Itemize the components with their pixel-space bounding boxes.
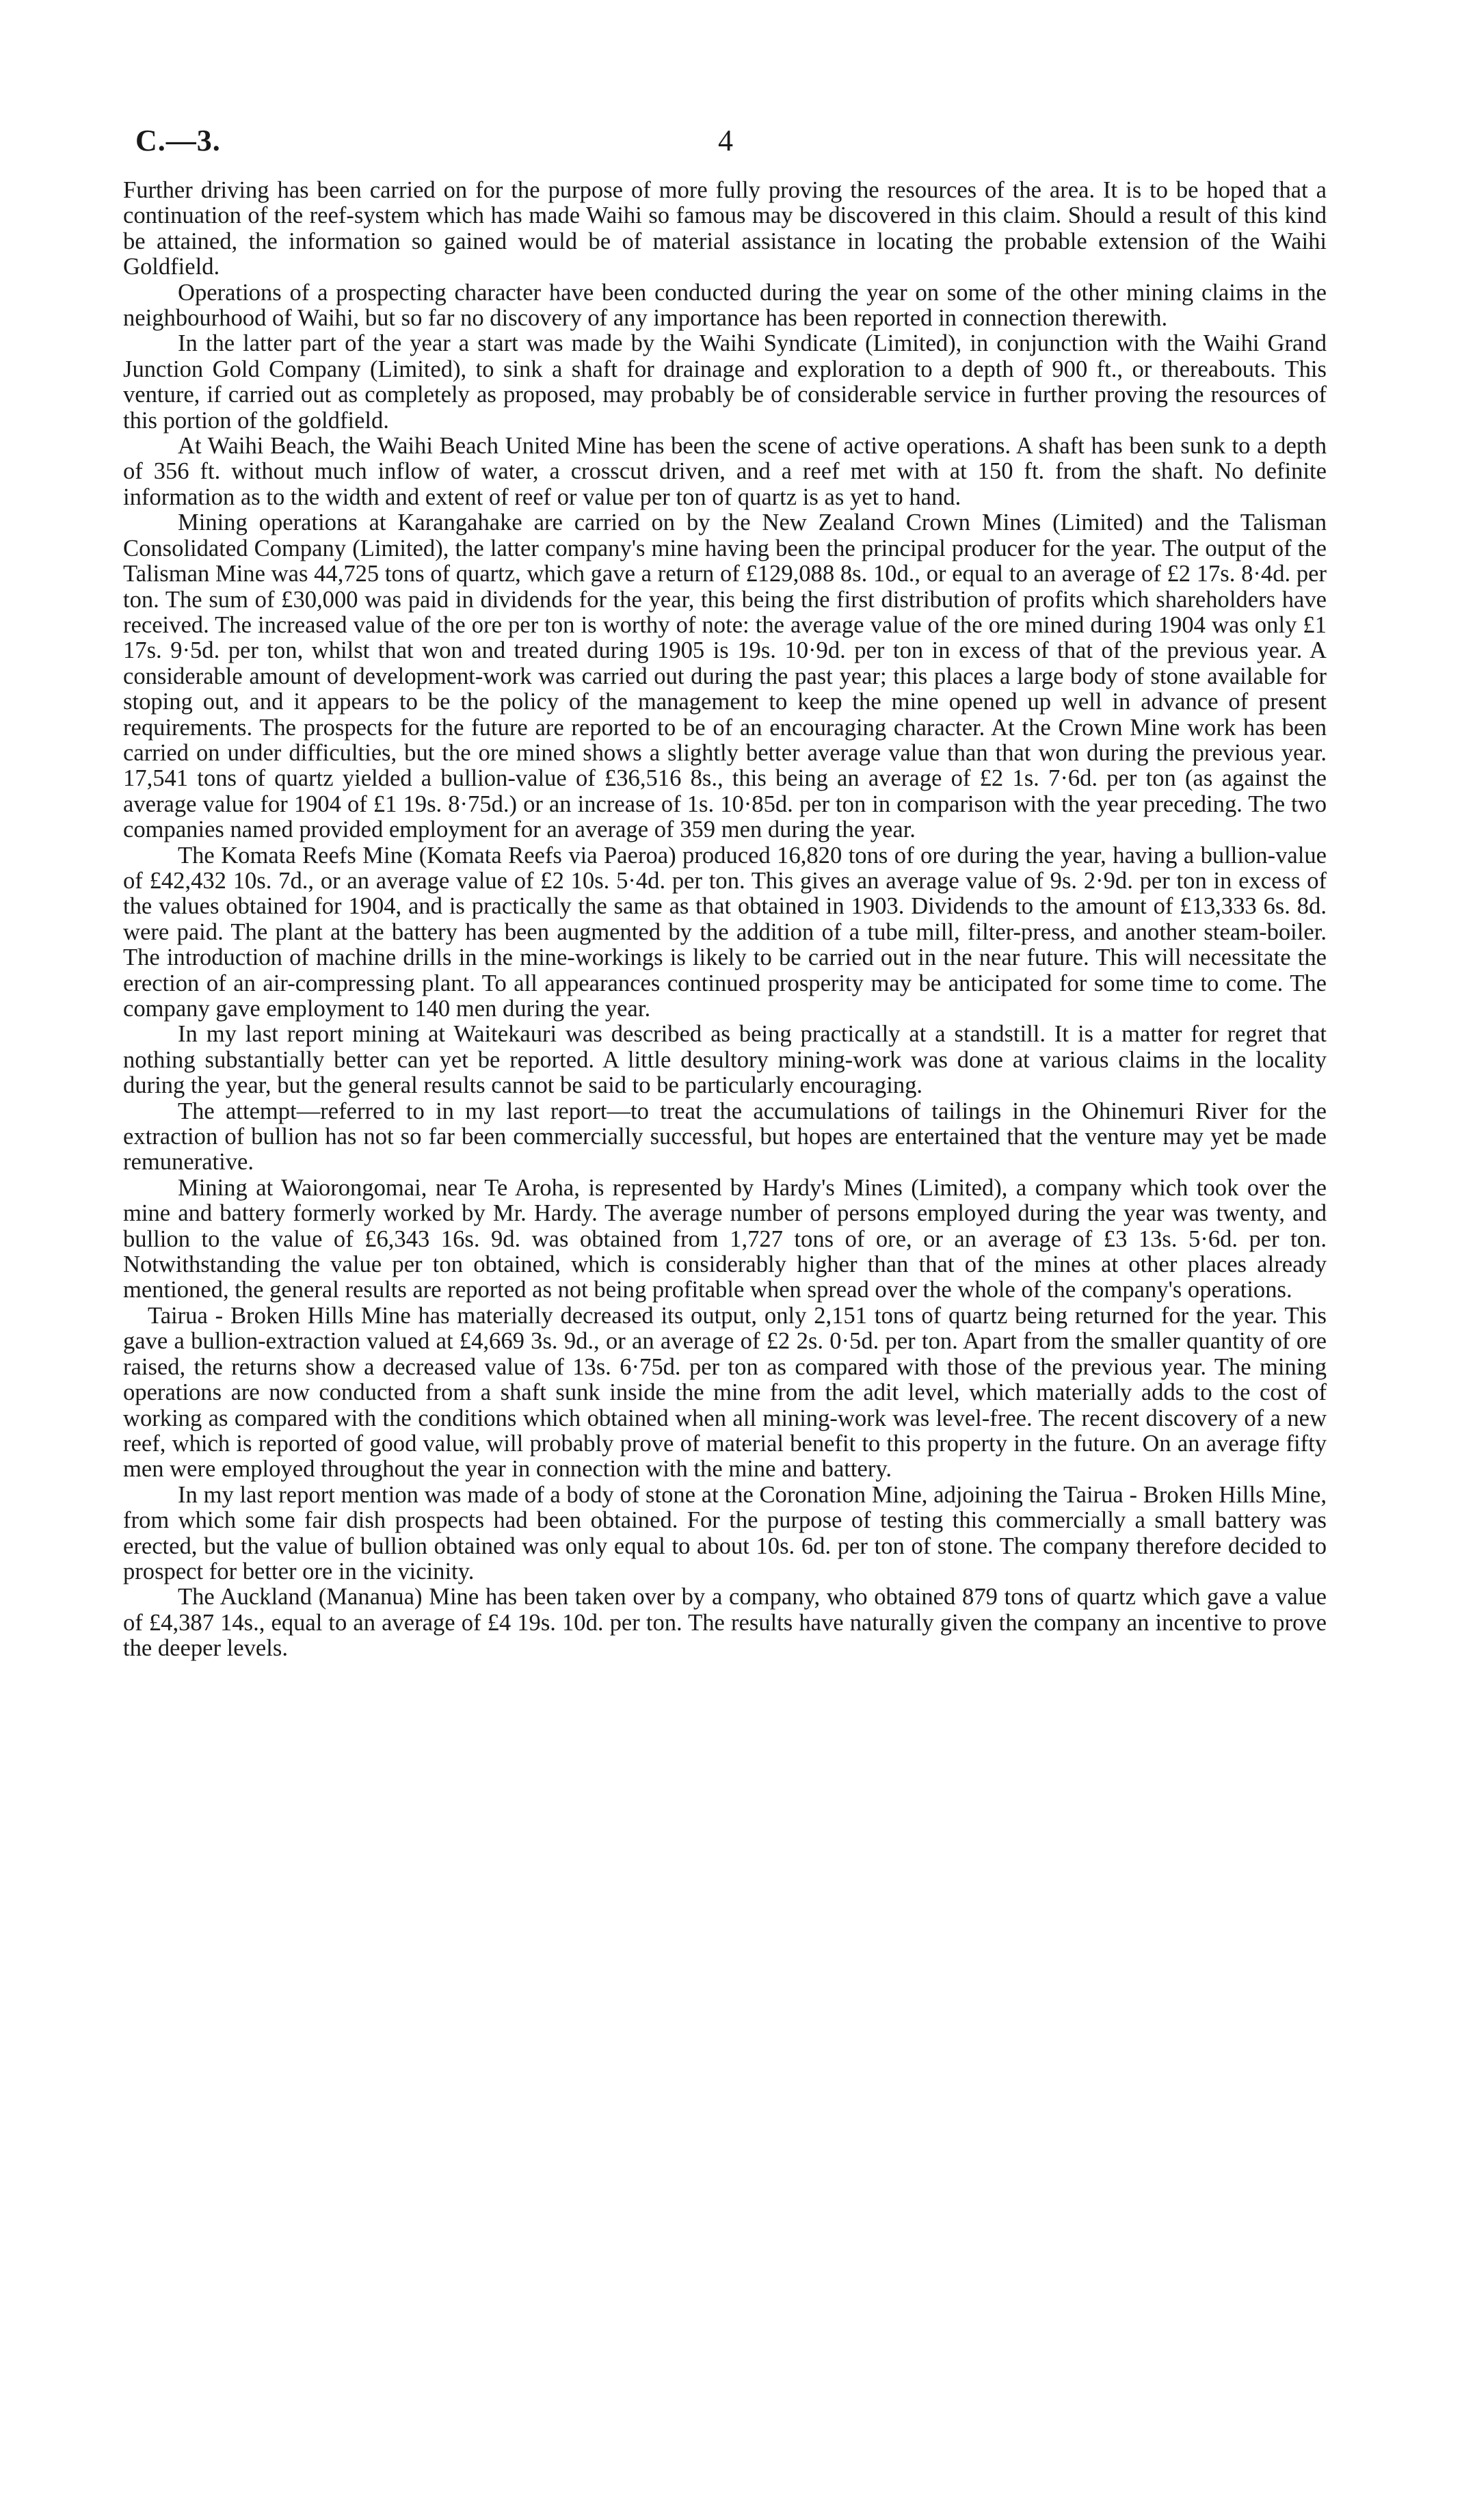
parliamentary-paper-reference: C.—3.: [135, 124, 221, 157]
page-header: [123, 123, 1327, 178]
paragraph-waitekauri: In my last report mining at Waitekauri was described as being practically at a standstill. It is a matter for regret that nothing substantially better can yet be reported. A little desultory mining-work was done at various claims in the locality during the year, but the general results cannot be said to be particularly encouraging.: [123, 1021, 1327, 1099]
paragraph-waihi-beach: At Waihi Beach, the Waihi Beach United Mine has been the scene of active operations. A shaft has been sunk to a depth of 356 ft. without much inflow of water, a crosscut driven, and a reef met with at 150 ft. from the shaft. No definite information as to the width and extent of reef or value per ton of quartz is as yet to hand.: [123, 433, 1327, 510]
body-text: [123, 178, 1327, 1662]
paragraph-waihi-claim: Further driving has been carried on for the purpose of more fully proving the resources of the area. It is to be hoped that a continuation of the reef-system which has made Waihi so famous may be discovered in this claim. Should a result of this kind be attained, the information so gained would be of material assistance in locating the probable extension of the Waihi Goldfield.: [123, 177, 1327, 280]
paragraph-coronation-mine: In my last report mention was made of a body of stone at the Coronation Mine, adjoining the Tairua - Broken Hills Mine, from which some fair dish prospects had been obtained. For the purpose of testing this commercially a small battery was erected, but the value of bullion obtained was only equal to about 10s. 6d. per ton of stone. The company therefore decided to prospect for better ore in the vicinity.: [123, 1481, 1327, 1584]
paragraph-waihi-syndicate: In the latter part of the year a start was made by the Waihi Syndicate (Limited), in conjunction with the Waihi Grand Junction Gold Company (Limited), to sink a shaft for drainage and exploration to a depth of 900 ft., or thereabouts. This venture, if carried out as completely as proposed, may probably be of considerable service in further proving the resources of this portion of the goldfield.: [123, 330, 1327, 434]
page-number: 4: [718, 124, 733, 157]
paragraph-waihi-prospecting: Operations of a prospecting character have been conducted during the year on some of the other mining claims in the neighbourhood of Waihi, but so far no discovery of any importance has been reported in connection therewith.: [123, 279, 1327, 332]
paragraph-karangahake: Mining operations at Karangahake are carried on by the New Zealand Crown Mines (Limited) and the Talisman Consolidated Company (Limited), the latter company's mine having been the principal producer for the year. The output of the Talisman Mine was 44,725 tons of quartz, which gave a return of £129,088 8s. 10d., or equal to an average of £2 17s. 8·4d. per ton. The sum of £30,000 was paid in dividends for the year, this being the first distribution of profits which shareholders have received. The increased value of the ore per ton is worthy of note: the average value of the ore mined during 1904 was only £1 17s. 9·5d. per ton, whilst that won and treated during 1905 is 19s. 10·9d. per ton in excess of that of the previous year. A considerable amount of development-work was carried out during the past year; this places a large body of stone available for stoping out, and it appears to be the policy of the management to keep the mine opened up well in advance of present requirements. The prospects for the future are reported to be of an encouraging character. At the Crown Mine work has been carried on under difficulties, but the ore mined shows a slightly better average value than that won during the previous year. 17,541 tons of quartz yielded a bullion-value of £36,516 8s., this being an average of £2 1s. 7·6d. per ton (as against the average value for 1904 of £1 19s. 8·75d.) or an increase of 1s. 10·85d. per ton in comparison with the year preceding. The two companies named provided employment for an average of 359 men during the year.: [123, 509, 1327, 843]
paragraph-ohinemuri-tailings: The attempt—referred to in my last report—to treat the accumulations of tailings in the Ohinemuri River for the extraction of bullion has not so far been commercially successful, but hopes are entertained that the venture may yet be made remunerative.: [123, 1098, 1327, 1176]
paragraph-tairua-broken-hills: Tairua - Broken Hills Mine has materially decreased its output, only 2,151 tons of quartz being returned for the year. This gave a bullion-extraction valued at £4,669 3s. 9d., or an average of £2 2s. 0·5d. per ton. Apart from the smaller quantity of ore raised, the returns show a decreased value of 13s. 6·75d. per ton as compared with those of the previous year. The mining operations are now conducted from a shaft sunk inside the mine from the adit level, which materially adds to the cost of working as compared with the conditions which obtained when all mining-work was level-free. The recent discovery of a new reef, which is reported of good value, will probably prove of material benefit to this property in the future. On an average fifty men were employed throughout the year in connection with the mine and battery.: [123, 1302, 1327, 1483]
paragraph-auckland-mine: The Auckland (Mananua) Mine has been taken over by a company, who obtained 879 tons of quartz which gave a value of £4,387 14s., equal to an average of £4 19s. 10d. per ton. The results have naturally given the company an incentive to prove the deeper levels.: [123, 1584, 1327, 1662]
paragraph-komata-reefs: The Komata Reefs Mine (Komata Reefs via Paeroa) produced 16,820 tons of ore during the year, having a bullion-value of £42,432 10s. 7d., or an average value of £2 10s. 5·4d. per ton. This gives an average value of 9s. 2·9d. per ton in excess of the values obtained for 1904, and is practically the same as that obtained in 1903. Dividends to the amount of £13,333 6s. 8d. were paid. The plant at the battery has been augmented by the addition of a tube mill, filter-press, and another steam-boiler. The introduction of machine drills in the mine-workings is likely to be carried out in the near future. This will necessitate the erection of an air-compressing plant. To all appearances continued prosperity may be anticipated for some time to come. The company gave employment to 140 men during the year.: [123, 842, 1327, 1022]
document-page: [123, 123, 1327, 1662]
paragraph-waiorongomai: Mining at Waiorongomai, near Te Aroha, is represented by Hardy's Mines (Limited), a company which took over the mine and battery formerly worked by Mr. Hardy. The average number of persons employed during the year was twenty, and bullion to the value of £6,343 16s. 9d. was obtained from 1,727 tons of ore, or an average of £3 13s. 5·6d. per ton. Notwithstanding the value per ton obtained, which is considerably higher than that of the mines at other places already mentioned, the general results are reported as not being profitable when spread over the whole of the company's operations.: [123, 1174, 1327, 1303]
